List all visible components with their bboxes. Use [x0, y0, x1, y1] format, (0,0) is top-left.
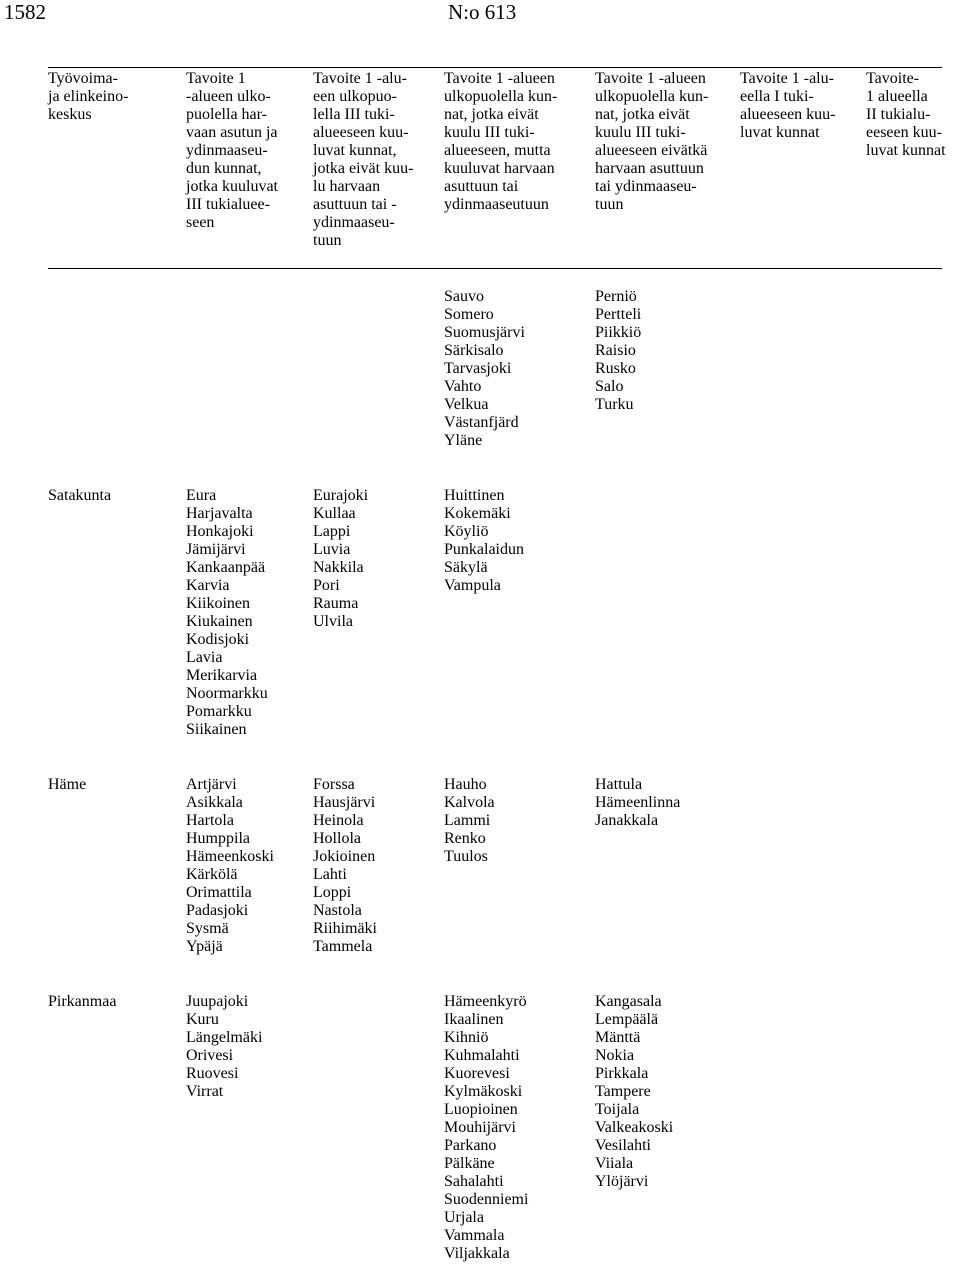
header-col-3: Tavoite 1 -alueen ulkopuolella kun- nat, jotka eivät kuulu III tuki- alueeseen, mutta kuuluvat harvaan asuttuun tai ydinmaaseutuun [444, 70, 558, 213]
row-continuation-col-3: Sauvo Somero Suomusjärvi Särkisalo Tarvasjoki Vahto Velkua Västanfjärd Yläne [444, 288, 525, 449]
row-satakunta-col-1: Eura Harjavalta Honkajoki Jämijärvi Kankaanpää Karvia Kiikoinen Kiukainen Kodisjoki Lavia Merikarvia Noormarkku Pomarkku Siikainen [186, 487, 268, 738]
header-col-5: Tavoite 1 -alu- eella I tuki- alueeseen kuu- luvat kunnat [740, 70, 836, 141]
row-hame-col-1: Artjärvi Asikkala Hartola Humppila Hämeenkoski Kärkölä Orimattila Padasjoki Sysmä Ypäjä [186, 776, 274, 955]
row-satakunta-col-3: Huittinen Kokemäki Köyliö Punkalaidun Säkylä Vampula [444, 487, 524, 594]
header-col-2: Tavoite 1 -alu- een ulkopuo- lella III tuki- alueeseen kuu- luvat kunnat, jotka eivät kuu- lu harvaan asuttuun tai - ydinmaaseu- tuun [313, 70, 414, 249]
document-number: N:o 613 [448, 0, 517, 24]
row-hame-col-4: Hattula Hämeenlinna Janakkala [595, 776, 681, 829]
page-number: 1582 [4, 0, 46, 24]
header-region: Työvoima- ja elinkeino- keskus [48, 70, 129, 123]
header-col-4: Tavoite 1 -alueen ulkopuolella kun- nat, jotka eivät kuulu III tuki- alueeseen eivätkä harvaan asuttuun tai ydinmaaseu- tuun [595, 70, 709, 213]
header-col-1: Tavoite 1 -alueen ulko- puolella har- vaan asutun ja ydinmaaseu- dun kunnat, jotka kuuluvat III tukialuee- seen [186, 70, 278, 231]
row-continuation-col-4: Perniö Pertteli Piikkiö Raisio Rusko Salo Turku [595, 288, 642, 413]
row-hame-col-3: Hauho Kalvola Lammi Renko Tuulos [444, 776, 495, 865]
header-bottom-rule [48, 268, 942, 269]
row-hame-region: Häme [48, 776, 87, 793]
row-pirkanmaa-col-1: Juupajoki Kuru Längelmäki Orivesi Ruovesi Virrat [186, 993, 263, 1100]
row-pirkanmaa-col-3: Hämeenkyrö Ikaalinen Kihniö Kuhmalahti Kuorevesi Kylmäkoski Luopioinen Mouhijärvi Parkano Pälkäne Sahalahti Suodenniemi Urjala Vammala Viljakkala [444, 993, 529, 1262]
row-satakunta-region: Satakunta [48, 487, 112, 504]
header-col-6: Tavoite- 1 alueella II tukialu- eeseen kuu- luvat kunnat [866, 70, 946, 159]
row-hame-col-2: Forssa Hausjärvi Heinola Hollola Jokioinen Lahti Loppi Nastola Riihimäki Tammela [313, 776, 377, 955]
row-satakunta-col-2: Eurajoki Kullaa Lappi Luvia Nakkila Pori Rauma Ulvila [313, 487, 369, 630]
row-pirkanmaa-col-4: Kangasala Lempäälä Mänttä Nokia Pirkkala Tampere Toijala Valkeakoski Vesilahti Viiala Ylöjärvi [595, 993, 674, 1190]
table-top-rule [48, 67, 942, 68]
row-pirkanmaa-region: Pirkanmaa [48, 993, 117, 1010]
